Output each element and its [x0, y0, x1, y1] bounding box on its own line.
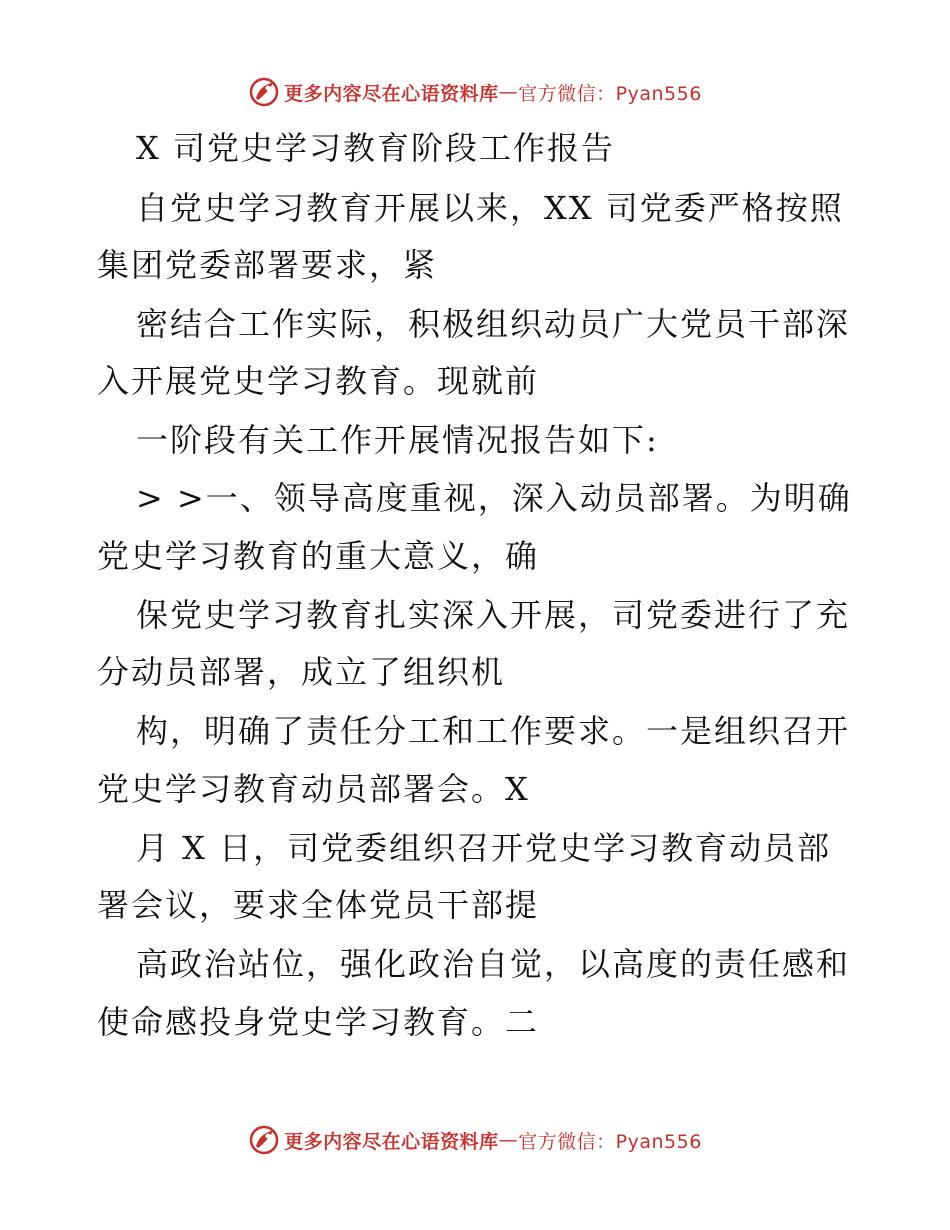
- paragraph-line: 党史学习教育动员部署会。X: [97, 770, 530, 808]
- paragraph-line: 月 X 日，司党委组织召开党史学习教育动员部: [136, 829, 832, 867]
- paragraph-line: 署会议，要求全体党员干部提: [97, 886, 540, 924]
- paragraph-line: 入开展党史学习教育。现就前: [97, 362, 540, 400]
- paragraph-line: 自党史学习教育开展以来，XX 司党委严格按照: [136, 189, 844, 227]
- library-logo-icon: [248, 1124, 280, 1156]
- banner-title: 更多内容尽在心语资料库: [284, 1130, 499, 1153]
- section-heading-line: > >一、领导高度重视，深入动员部署。为明确: [136, 479, 852, 517]
- footer-banner: [0, 1120, 950, 1160]
- banner-separator: —: [498, 1129, 519, 1151]
- paragraph-line: 保党史学习教育扎实深入开展，司党委进行了充: [136, 596, 851, 634]
- paragraph-line: 一阶段有关工作开展情况报告如下:: [136, 421, 659, 459]
- paragraph-line: 分动员部署，成立了组织机: [97, 653, 506, 691]
- paragraph-line: 党史学习教育的重大意义，确: [97, 537, 540, 575]
- banner-separator: —: [498, 81, 519, 103]
- banner-title: 更多内容尽在心语资料库: [284, 82, 499, 105]
- paragraph-line: 集团党委部署要求，紧: [97, 246, 438, 284]
- paragraph-line: 高政治站位，强化政治自觉，以高度的责任感和: [136, 945, 851, 983]
- library-logo-icon: [248, 76, 280, 108]
- banner-contact: 官方微信：Pyan556: [518, 82, 702, 105]
- document-title: X 司党史学习教育阶段工作报告: [136, 129, 615, 167]
- paragraph-line: 使命感投身党史学习教育。二: [97, 1003, 540, 1041]
- paragraph-line: 密结合工作实际，积极组织动员广大党员干部深: [136, 305, 851, 343]
- banner-contact: 官方微信：Pyan556: [518, 1130, 702, 1153]
- header-banner: [0, 72, 950, 112]
- paragraph-line: 构，明确了责任分工和工作要求。一是组织召开: [136, 712, 851, 750]
